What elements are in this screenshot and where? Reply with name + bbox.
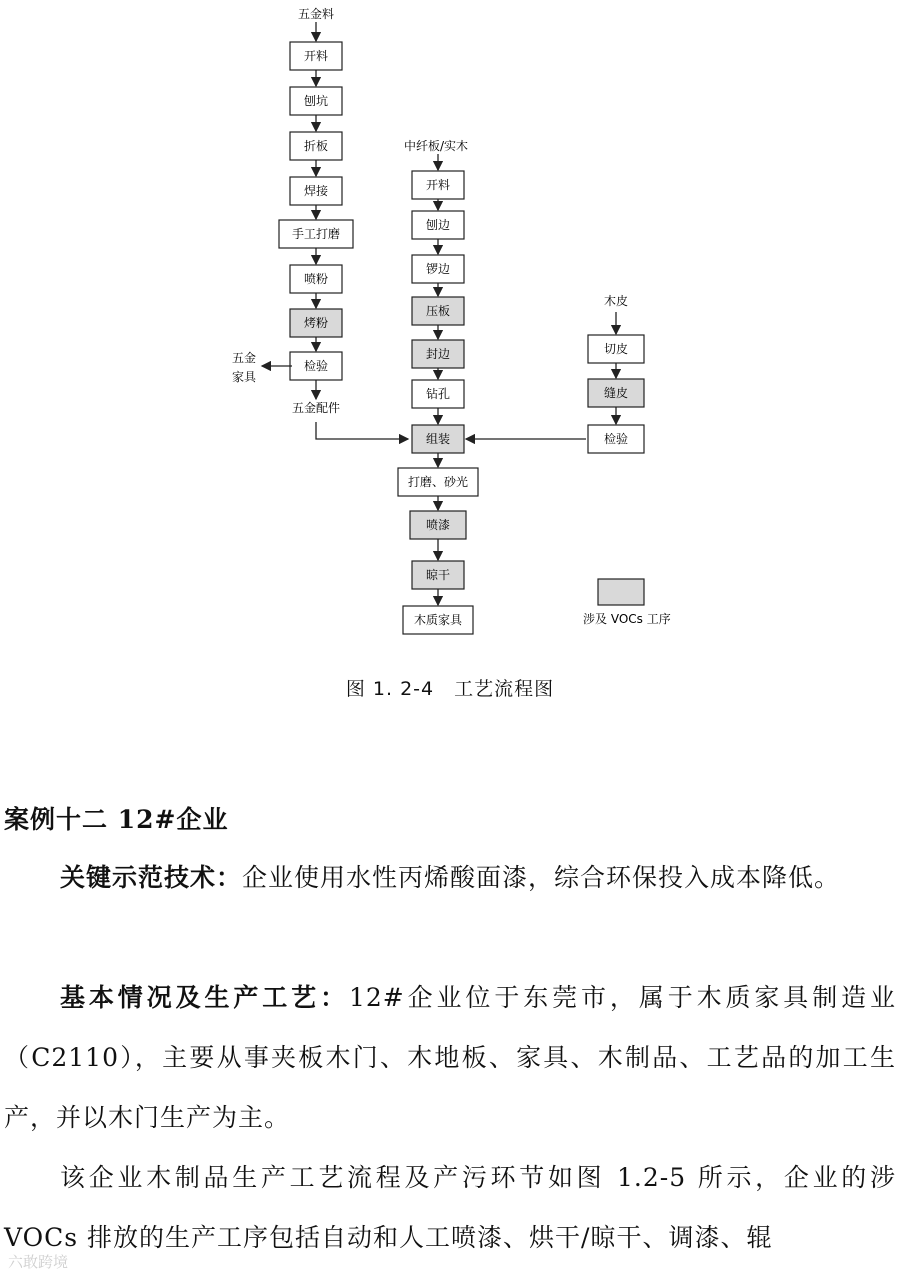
main-column-step-label: 打磨、砂光 [407,475,469,489]
veneer-column [588,312,644,453]
metal-column-step-label: 刨坑 [303,94,329,108]
wood-column-step-label: 开料 [425,178,451,192]
wood-column-step-label: 封边 [425,347,451,361]
figure-caption: 图 1. 2-4 工艺流程图 [345,678,555,700]
legend-label: 涉及 VOCs 工序 [583,612,671,626]
metal-column-step-label: 手工打磨 [291,227,341,241]
legend-swatch [598,579,644,605]
metal-side-output-line2: 家具 [231,370,257,384]
wood-input-label: 中纤板/实木 [403,139,469,153]
wood-column-step-label: 刨边 [425,218,451,232]
paragraph-lead: 基本情况及生产工艺： [60,983,349,1012]
metal-column [279,22,353,399]
metal-input-label: 五金料 [297,7,335,21]
veneer-column-step-label: 切皮 [603,342,629,356]
metal-column-step-label: 焊接 [303,184,329,198]
wood-column [412,154,464,424]
metal-column-step-label: 开料 [303,49,329,63]
veneer-column-step-label: 缝皮 [603,386,629,400]
wood-column-step-label: 压板 [425,304,451,318]
wood-column-step-label: 钻孔 [425,387,451,401]
metal-to-assembly-connector [316,422,408,439]
main-column-step-label: 喷漆 [425,518,451,532]
paragraph-lead: 关键示范技术： [60,863,243,892]
paragraph-basic-info [4,968,896,1148]
metal-column-step-label: 折板 [303,139,329,153]
wood-column-step-label: 锣边 [425,262,451,276]
section-title: 案例十二 12#企业 [4,805,229,834]
main-column-step-label: 组装 [425,432,451,446]
paragraph-key-tech [4,848,896,908]
veneer-input-label: 木皮 [603,294,629,308]
paragraph-process [4,1148,896,1268]
veneer-column-step-label: 检验 [603,432,629,446]
main-column-step-label: 木质家具 [413,613,463,627]
paragraph-text: 12#企业位于东莞市，属于木质家具制造业（C2110），主要从事夹板木门、木地板、家具、木制品、工艺品的加工生产，并以木门生产为主。 [4,983,896,1132]
metal-column-step-label: 检验 [303,359,329,373]
paragraph-text: 企业使用水性丙烯酸面漆，综合环保投入成本降低。 [242,863,841,892]
metal-side-output-line1: 五金 [231,351,257,365]
metal-column-step-label: 喷粉 [303,272,329,286]
main-column [398,425,478,634]
watermark: 六敢跨境 [8,1253,69,1271]
metal-column-step-label: 烤粉 [303,316,329,330]
main-column-step-label: 晾干 [425,568,451,582]
paragraph-text: 该企业木制品生产工艺流程及产污环节如图 1.2-5 所示，企业的涉 VOCs 排放的生产工序包括自动和人工喷漆、烘干/晾干、调漆、辊 [4,1163,896,1252]
metal-output-label: 五金配件 [291,401,341,415]
